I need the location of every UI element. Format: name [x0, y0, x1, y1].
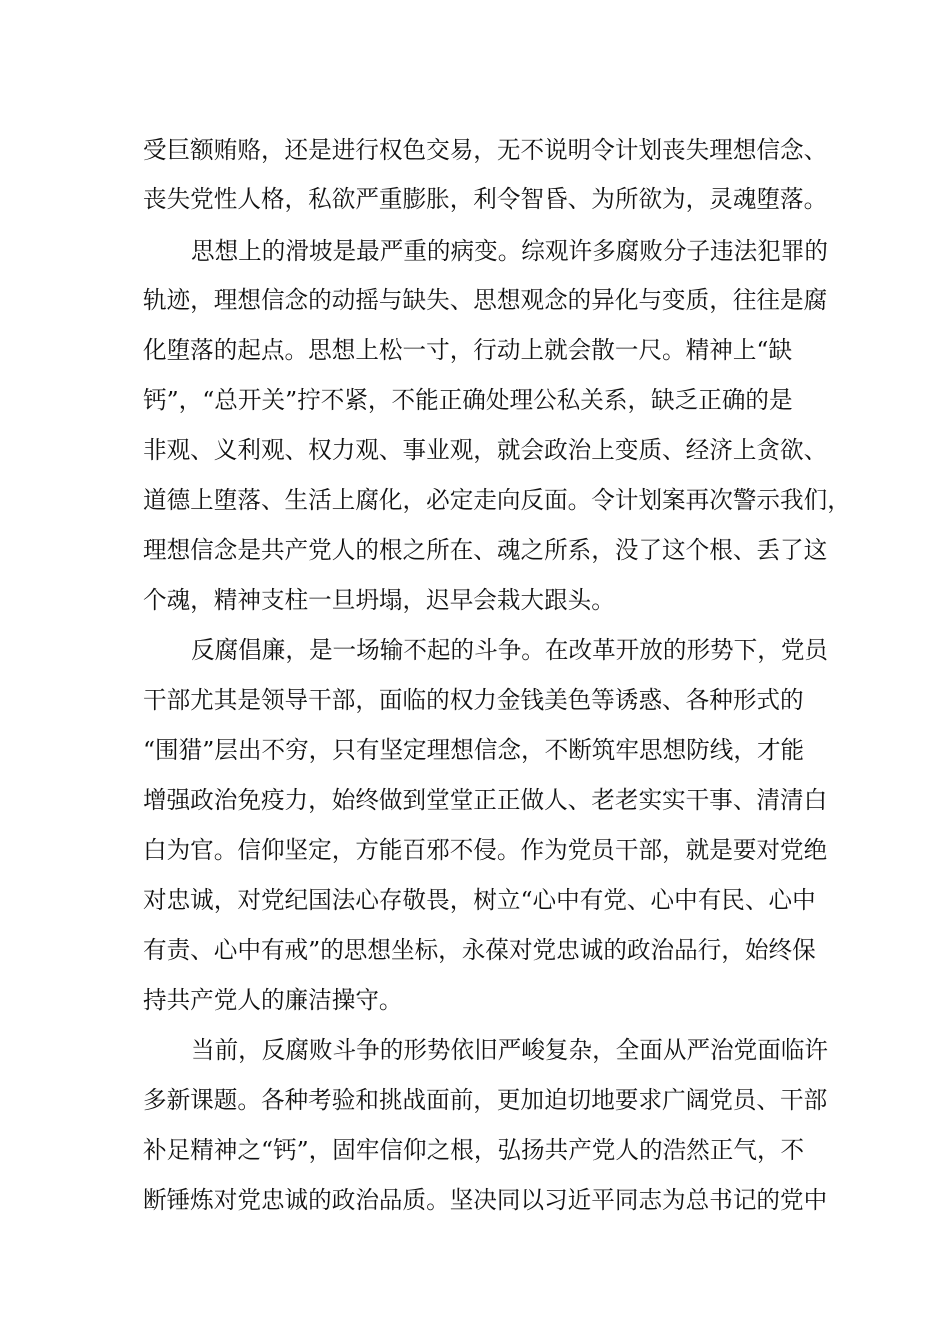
- text-line: 轨迹，理想信念的动摇与缺失、思想观念的异化与变质，往往是腐: [143, 286, 828, 314]
- text-line: 持共产党人的廉洁操守。: [143, 986, 403, 1014]
- text-line: 理想信念是共产党人的根之所在、魂之所系，没了这个根、丢了这: [143, 536, 828, 564]
- text-line: 道德上堕落、生活上腐化，必定走向反面。令计划案再次警示我们，: [143, 486, 851, 514]
- text-line: 断锤炼对党忠诚的政治品质。坚决同以习近平同志为总书记的党中: [143, 1186, 828, 1214]
- paragraph-start-line: 当前，反腐败斗争的形势依旧严峻复杂，全面从严治党面临许: [191, 1036, 829, 1064]
- text-line: 增强政治免疫力，始终做到堂堂正正做人、老老实实干事、清清白: [143, 786, 828, 814]
- text-line: 化堕落的起点。思想上松一寸，行动上就会散一尺。精神上“缺: [143, 336, 793, 364]
- text-line: 多新课题。各种考验和挑战面前，更加迫切地要求广阔党员、干部: [143, 1086, 828, 1114]
- text-line: 补足精神之“钙”，固牢信仰之根，弘扬共产党人的浩然正气，不: [143, 1136, 805, 1164]
- text-line: 受巨额贿赂，还是进行权色交易，无不说明令计划丧失理想信念、: [143, 136, 828, 164]
- text-line: 白为官。信仰坚定，方能百邪不侵。作为党员干部，就是要对党绝: [143, 836, 828, 864]
- paragraph-start-line: 反腐倡廉，是一场输不起的斗争。在改革开放的形势下，党员: [191, 636, 829, 664]
- text-line: 钙”，“总开关”拧不紧，不能正确处理公私关系，缺乏正确的是: [143, 386, 793, 414]
- text-line: 个魂，精神支柱一旦坍塌，迟早会栽大跟头。: [143, 586, 615, 614]
- text-line: 对忠诚，对党纪国法心存敬畏，树立“心中有党、心中有民、心中: [143, 886, 816, 914]
- text-line: “围猎”层出不穷，只有坚定理想信念，不断筑牢思想防线，才能: [143, 736, 805, 764]
- paragraph-start-line: 思想上的滑坡是最严重的病变。综观许多腐败分子违法犯罪的: [191, 237, 829, 265]
- text-line: 干部尤其是领导干部，面临的权力金钱美色等诱惑、各种形式的: [143, 686, 804, 714]
- text-line: 有责、心中有戒”的思想坐标，永葆对党忠诚的政治品行，始终保: [143, 936, 816, 964]
- text-line: 丧失党性人格，私欲严重膨胀，利令智昏、为所欲为，灵魂堕落。: [143, 185, 828, 213]
- text-line: 非观、义利观、权力观、事业观，就会政治上变质、经济上贪欲、: [143, 436, 828, 464]
